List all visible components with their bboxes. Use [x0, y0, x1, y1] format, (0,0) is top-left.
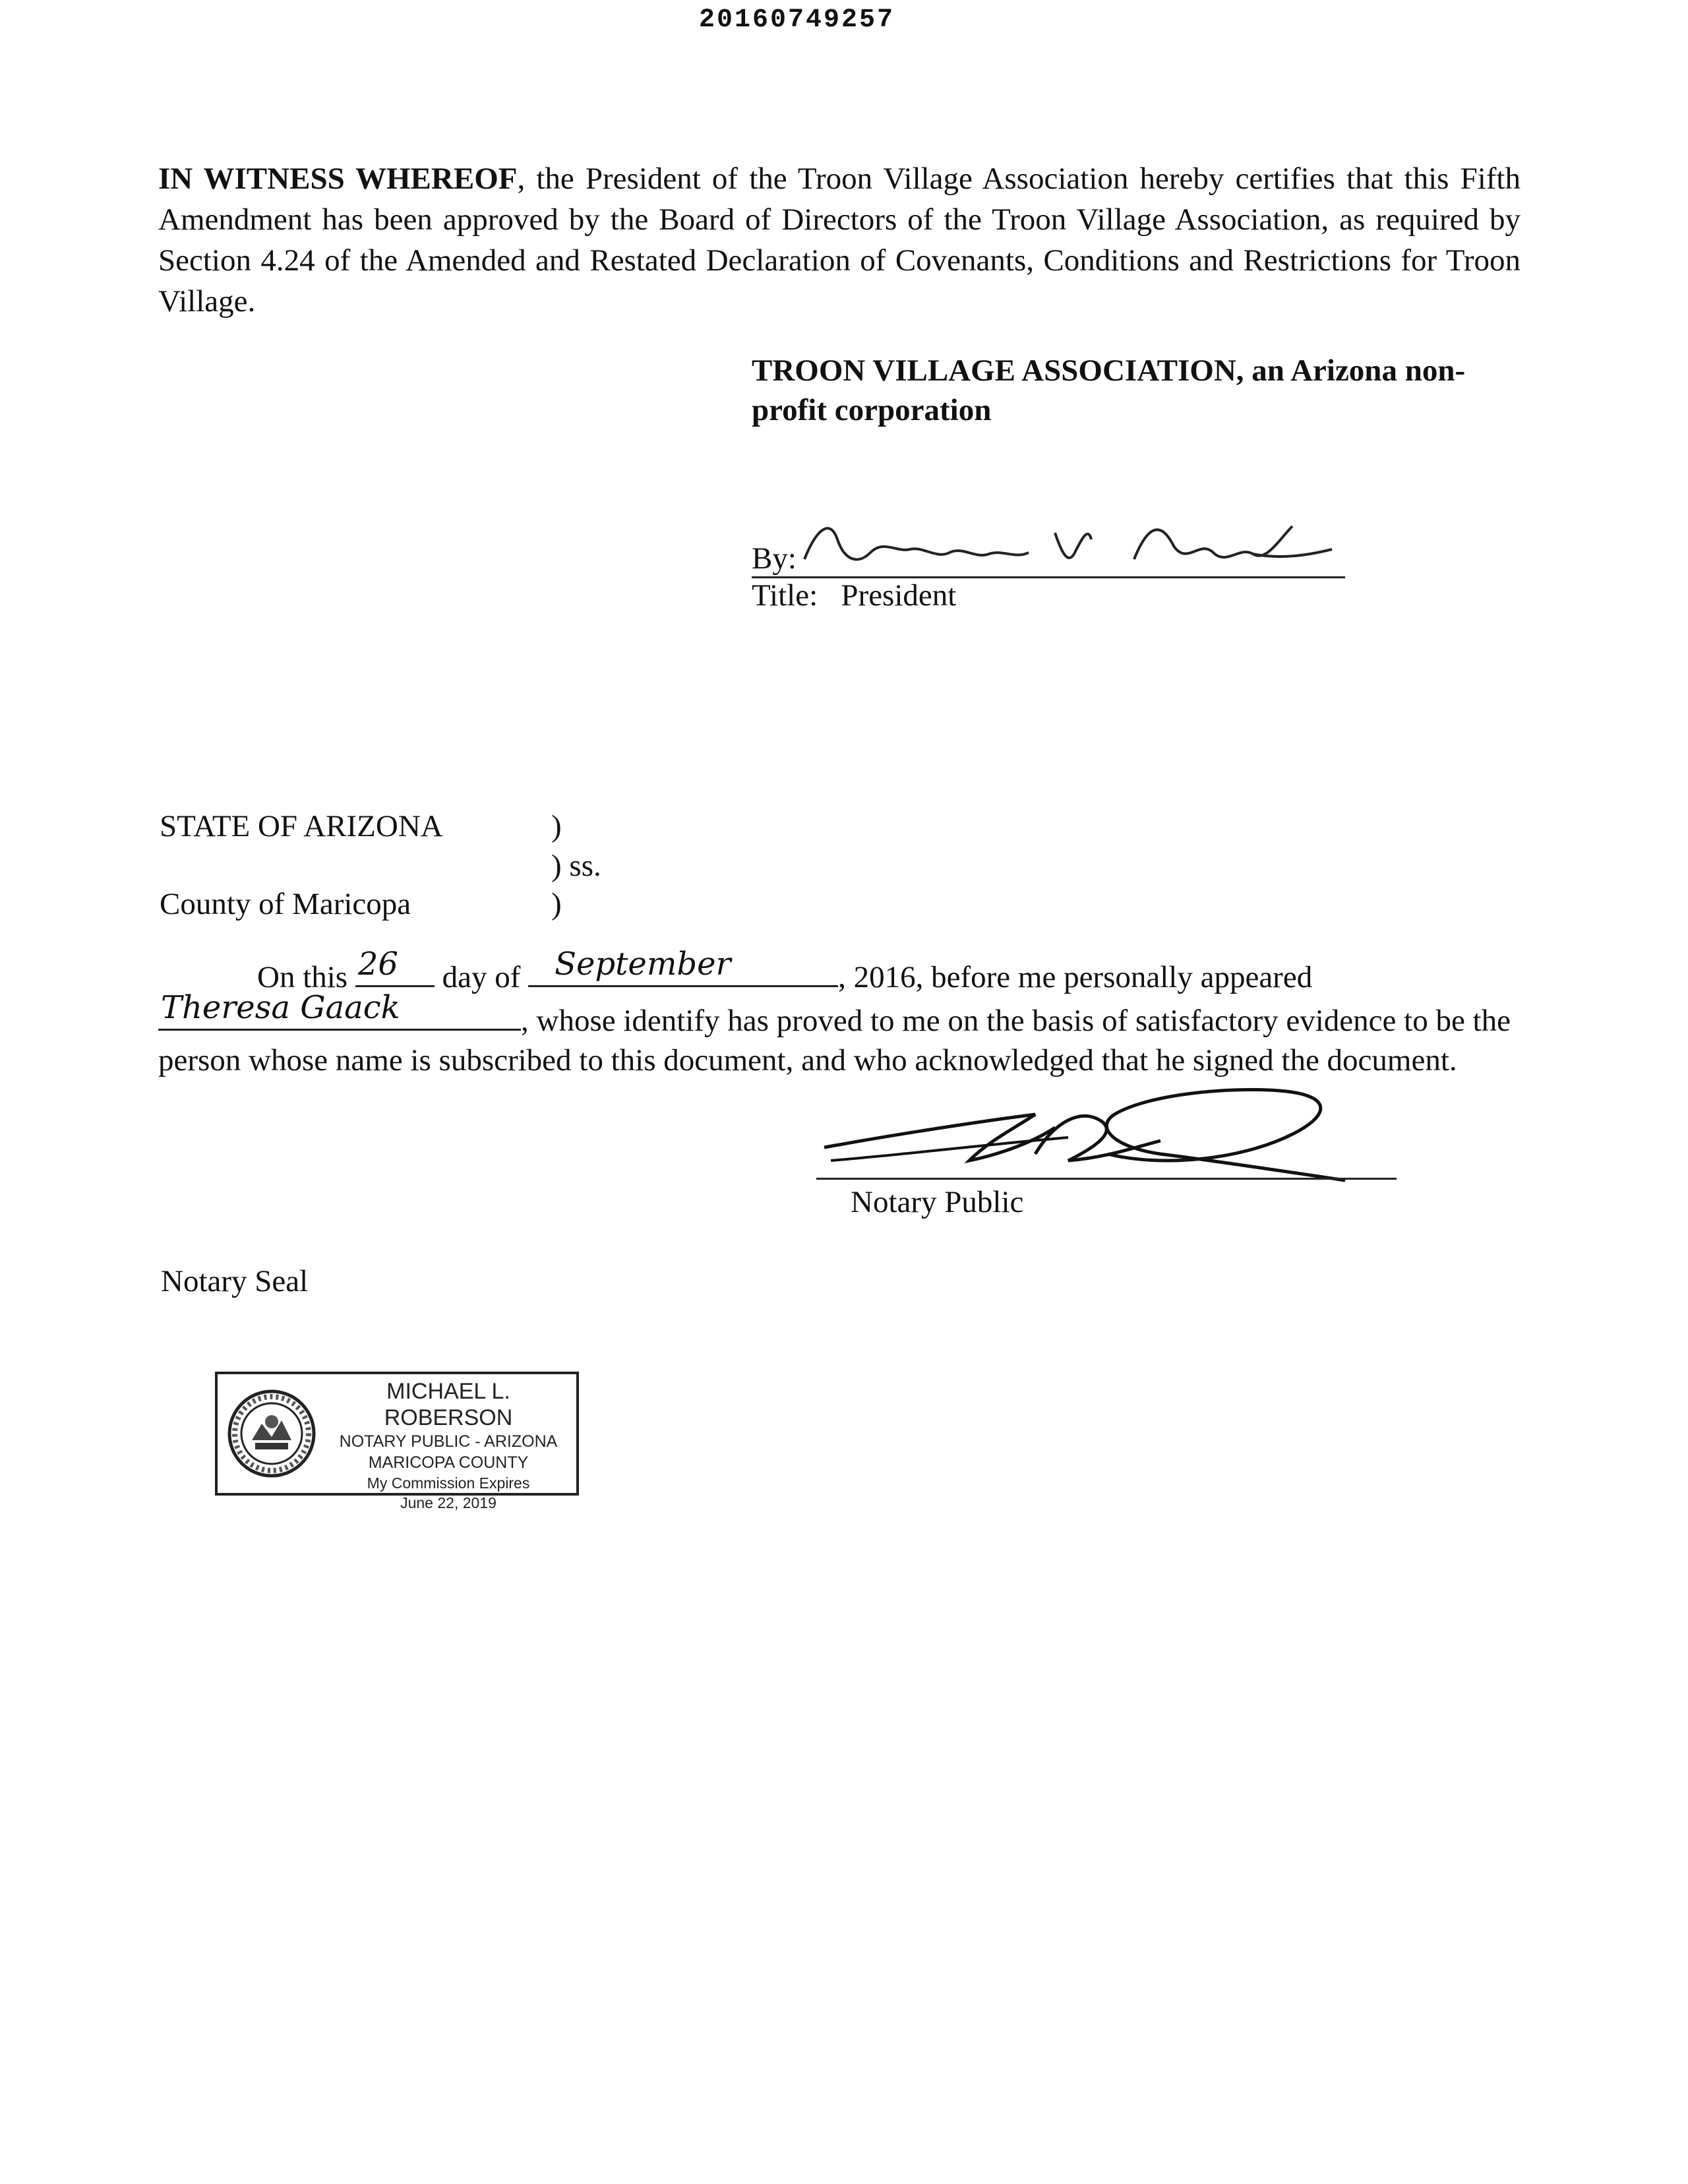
- venue-paren: ): [551, 809, 562, 843]
- notary-seal-label: Notary Seal: [161, 1264, 309, 1298]
- president-signature: [791, 513, 1358, 572]
- stamp-line2: MARICOPA COUNTY: [368, 1453, 529, 1472]
- notary-signature-line: [816, 1178, 1397, 1180]
- day-of-text: day of: [442, 960, 521, 994]
- whose-text: , whose identify has proved to me on the basis of satisfactory evidence to be the person whose name is subscribed to this document, and who acknowledged that he signed the document.: [158, 1004, 1511, 1077]
- witness-lead: IN WITNESS WHEREOF: [158, 162, 518, 196]
- stamp-line4: June 22, 2019: [400, 1494, 497, 1511]
- month-blank: [528, 946, 838, 987]
- notary-signature: [818, 1081, 1358, 1187]
- acknowledgment-paragraph: [158, 946, 1521, 1080]
- day-value: 26: [357, 946, 398, 983]
- document-number: 20160749257: [699, 5, 895, 35]
- name-blank: [158, 989, 521, 1031]
- month-value: September: [555, 946, 731, 983]
- venue-county: County of Maricopa: [160, 887, 411, 921]
- notary-stamp: [215, 1372, 579, 1511]
- on-this-text: On this: [257, 960, 348, 994]
- stamp-line1: NOTARY PUBLIC - ARIZONA: [339, 1432, 558, 1451]
- title-line: [752, 578, 956, 613]
- day-blank: [355, 946, 435, 987]
- stamp-line3: My Commission Expires: [367, 1474, 530, 1492]
- year-text: , 2016, before me personally appeared: [838, 960, 1313, 994]
- notary-public-label: Notary Public: [851, 1185, 1024, 1219]
- venue-paren: ): [551, 887, 562, 921]
- witness-paragraph: [158, 158, 1521, 322]
- venue-ss: ) ss.: [551, 849, 601, 883]
- signature-line: [752, 533, 1345, 578]
- title-value: President: [841, 578, 957, 613]
- association-name: TROON VILLAGE ASSOCIATION, an Arizona non-profit corporation: [752, 353, 1466, 427]
- by-label: By:: [752, 541, 797, 576]
- venue-state: STATE OF ARIZONA: [160, 809, 443, 843]
- stamp-name: MICHAEL L. ROBERSON: [384, 1379, 513, 1430]
- stamp-text: [323, 1378, 574, 1513]
- appearing-name: Theresa Gaack: [161, 989, 400, 1026]
- title-label: Title:: [752, 578, 818, 613]
- state-seal-icon: [226, 1387, 318, 1480]
- witness-text: , the President of the Troon Village Association hereby certifies that this Fifth Amendment has been approved by the Board of Directors of the Troon Village Association, as required by Section 4.24 of the Amended and Restated Declaration of Covenants, Conditions and Restrictions for Troon Village.: [158, 162, 1521, 318]
